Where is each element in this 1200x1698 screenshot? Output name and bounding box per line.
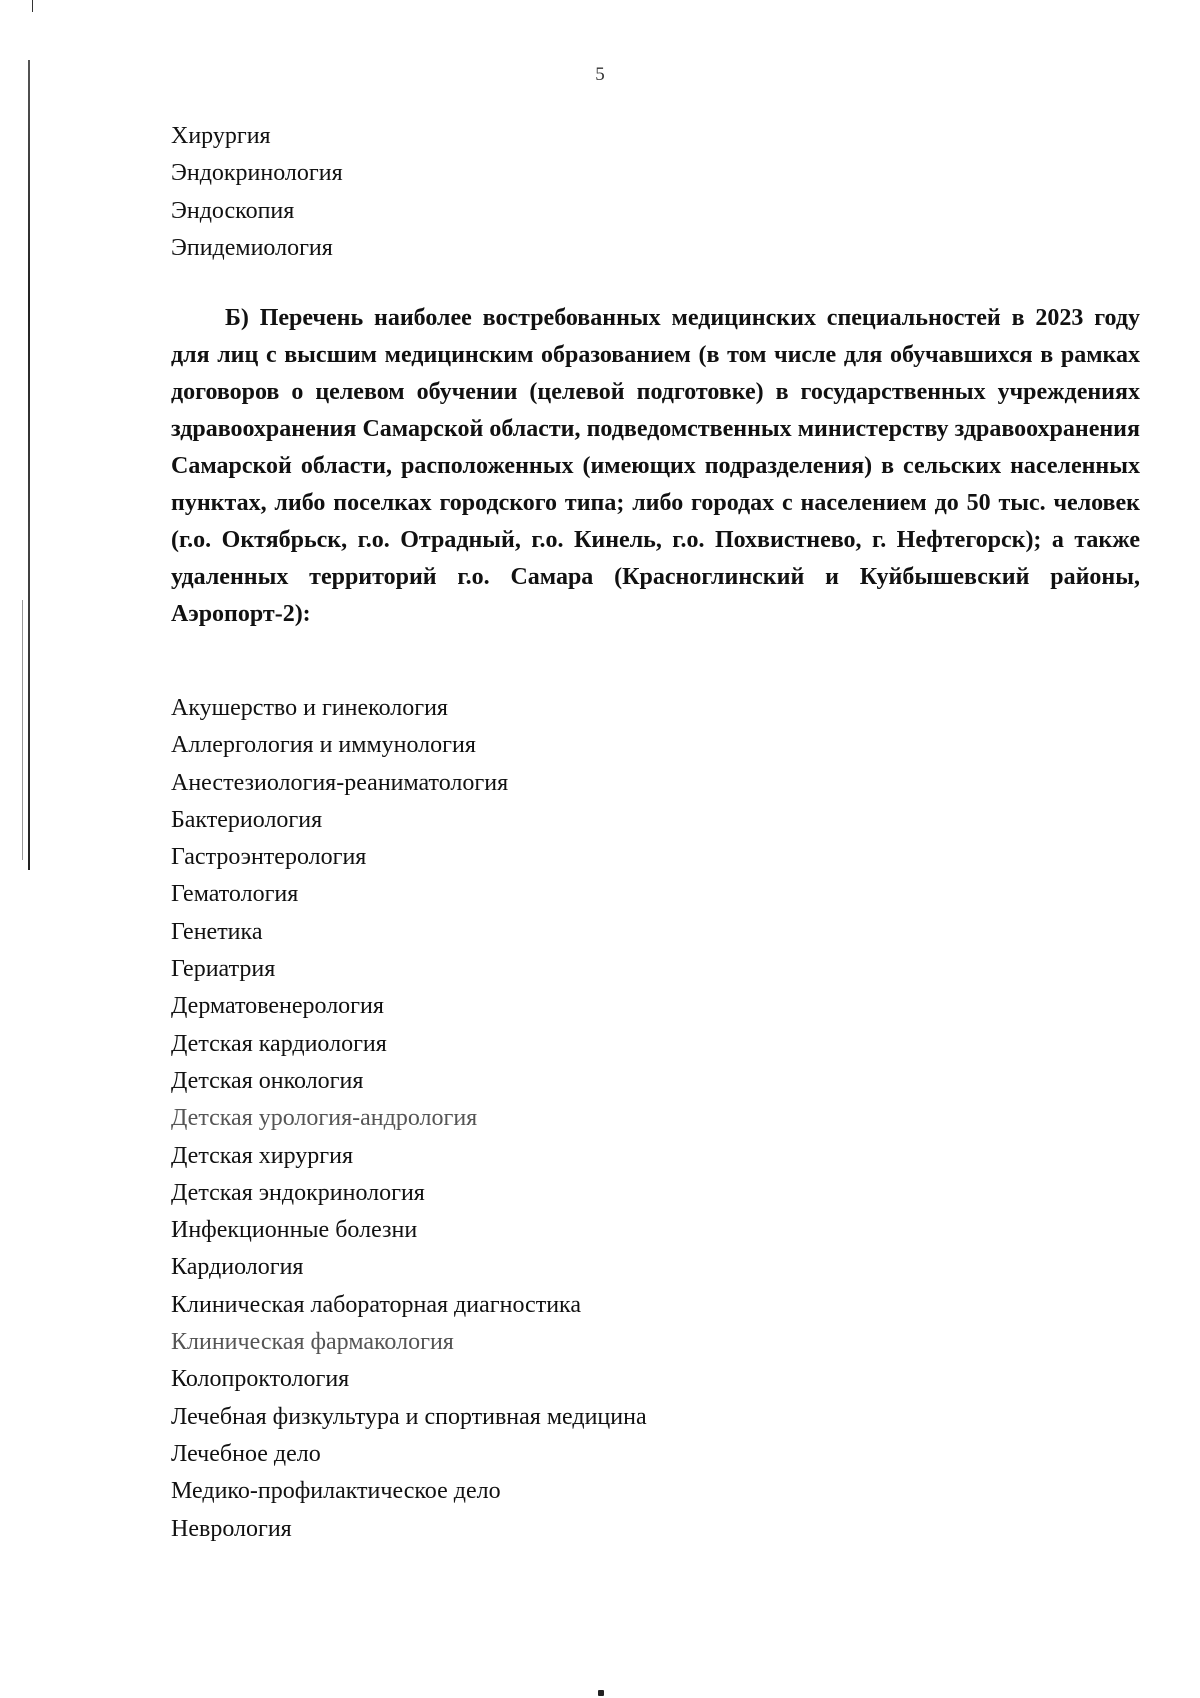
list-item: Детская кардиология <box>171 1030 387 1057</box>
list-item: Клиническая фармакология <box>171 1329 454 1356</box>
scan-artifact-line <box>32 0 33 12</box>
list-item: Эндоскопия <box>171 197 295 224</box>
list-item: Детская урология-андрология <box>171 1105 478 1132</box>
section-b-heading: Б) Перечень наиболее востребованных медицинских специальностей в 2023 году для лиц с высшим медицинским образованием (в том числе для обучавшихся в рамках договоров о целевом обучении (целевой подготовке) в государственных учреждениях здравоохранения Самарской области, подведомственных министерству здравоохранения Самарской области, расположенных (имеющих подразделения) в сельских населенных пунктах, либо поселках городского типа; либо городах с населением до 50 тыс. человек (г.о. Октябрьск, г.о. Отрадный, г.о. Кинель, г.о. Похвистнево, г. Нефтегорск); а также удаленных территорий г.о. Самара (Красноглинский и Куйбышевский районы, Аэропорт-2): <box>171 305 1140 627</box>
list-item: Неврология <box>171 1515 292 1542</box>
list-item: Детская онкология <box>171 1067 364 1094</box>
list-item: Акушерство и гинекология <box>171 695 448 721</box>
list-item: Гастроэнтерология <box>171 844 367 871</box>
list-item: Хирургия <box>171 123 271 149</box>
list-item: Колопроктология <box>171 1366 350 1393</box>
list-item: Клиническая лабораторная диагностика <box>171 1291 581 1318</box>
scan-artifact-dot <box>598 1690 604 1696</box>
list-item: Эндокринология <box>171 160 343 187</box>
list-item: Эпидемиология <box>171 234 333 261</box>
list-item: Дерматовенерология <box>171 993 384 1020</box>
page-number: 5 <box>595 64 605 85</box>
list-item: Детская хирургия <box>171 1142 353 1169</box>
list-item: Медико-профилактическое дело <box>171 1478 501 1505</box>
specialty-list-b <box>171 690 647 1548</box>
list-item: Инфекционные болезни <box>171 1217 418 1244</box>
list-item: Гематология <box>171 881 299 908</box>
list-item: Лечебное дело <box>171 1440 321 1467</box>
list-item: Гериатрия <box>171 956 276 983</box>
list-item: Бактериология <box>171 806 323 833</box>
scan-artifact-binding-line <box>28 60 30 870</box>
list-item: Лечебная физкультура и спортивная медицина <box>171 1403 647 1430</box>
scan-artifact-line <box>22 600 23 860</box>
list-item: Кардиология <box>171 1254 304 1281</box>
list-item: Аллергология и иммунология <box>171 732 476 759</box>
list-item: Генетика <box>171 918 263 945</box>
list-item: Детская эндокринология <box>171 1179 425 1206</box>
specialty-list-continued <box>171 118 343 267</box>
list-item: Анестезиология-реаниматология <box>171 769 509 796</box>
